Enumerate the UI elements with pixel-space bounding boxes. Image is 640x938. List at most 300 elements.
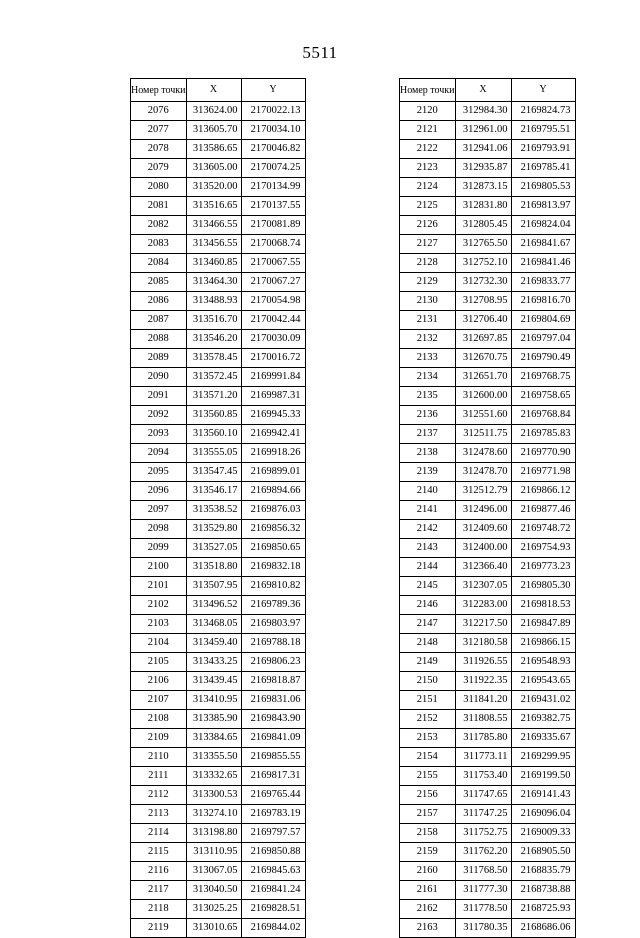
table-row (400, 786, 576, 805)
y-coordinate-cell: 2169548.93 (511, 653, 575, 672)
y-coordinate-cell: 2169991.84 (241, 368, 305, 387)
y-coordinate-cell: 2169765.44 (241, 786, 305, 805)
x-coordinate-cell: 313300.53 (186, 786, 241, 805)
y-coordinate-cell: 2169824.73 (511, 102, 575, 121)
x-coordinate-cell: 312651.70 (455, 368, 511, 387)
x-coordinate-cell: 312512.79 (455, 482, 511, 501)
coordinates-table-right (399, 78, 576, 938)
point-number-cell: 2122 (400, 140, 456, 159)
table-row (400, 330, 576, 349)
point-number-cell: 2084 (131, 254, 187, 273)
point-number-cell: 2089 (131, 349, 187, 368)
table-row (131, 577, 306, 596)
table-row (400, 824, 576, 843)
point-number-cell: 2158 (400, 824, 456, 843)
table-row (131, 292, 306, 311)
table-row (131, 197, 306, 216)
table-row (400, 254, 576, 273)
y-coordinate-cell: 2168835.79 (511, 862, 575, 881)
y-coordinate-cell: 2169009.33 (511, 824, 575, 843)
y-coordinate-cell: 2169866.15 (511, 634, 575, 653)
table-row (400, 349, 576, 368)
table-row (131, 311, 306, 330)
x-coordinate-cell: 312307.05 (455, 577, 511, 596)
x-coordinate-cell: 313518.80 (186, 558, 241, 577)
point-number-cell: 2077 (131, 121, 187, 140)
point-number-cell: 2142 (400, 520, 456, 539)
y-coordinate-cell: 2169790.49 (511, 349, 575, 368)
x-coordinate-cell: 313459.40 (186, 634, 241, 653)
x-coordinate-cell: 311778.50 (455, 900, 511, 919)
point-number-cell: 2111 (131, 767, 187, 786)
table-row (131, 425, 306, 444)
point-number-cell: 2135 (400, 387, 456, 406)
table-row (131, 919, 306, 938)
point-number-cell: 2160 (400, 862, 456, 881)
point-number-cell: 2130 (400, 292, 456, 311)
table-row (131, 444, 306, 463)
point-number-cell: 2105 (131, 653, 187, 672)
x-coordinate-cell: 311922.35 (455, 672, 511, 691)
y-coordinate-cell: 2169768.84 (511, 406, 575, 425)
y-coordinate-cell: 2169841.09 (241, 729, 305, 748)
point-number-cell: 2081 (131, 197, 187, 216)
table-row (400, 691, 576, 710)
table-row (400, 235, 576, 254)
y-coordinate-cell: 2169810.82 (241, 577, 305, 596)
point-number-cell: 2108 (131, 710, 187, 729)
y-coordinate-cell: 2169817.31 (241, 767, 305, 786)
table-row (131, 273, 306, 292)
table-row (131, 330, 306, 349)
header-x: X (186, 79, 241, 102)
point-number-cell: 2127 (400, 235, 456, 254)
x-coordinate-cell: 313040.50 (186, 881, 241, 900)
point-number-cell: 2140 (400, 482, 456, 501)
table-row (400, 919, 576, 938)
table-row (131, 501, 306, 520)
y-coordinate-cell: 2169804.69 (511, 311, 575, 330)
point-number-cell: 2090 (131, 368, 187, 387)
point-number-cell: 2112 (131, 786, 187, 805)
y-coordinate-cell: 2169543.65 (511, 672, 575, 691)
table-row (131, 843, 306, 862)
table-row (400, 710, 576, 729)
y-coordinate-cell: 2170054.98 (241, 292, 305, 311)
table-row (131, 235, 306, 254)
y-coordinate-cell: 2169793.91 (511, 140, 575, 159)
x-coordinate-cell: 313460.85 (186, 254, 241, 273)
y-coordinate-cell: 2169816.70 (511, 292, 575, 311)
x-coordinate-cell: 312941.06 (455, 140, 511, 159)
y-coordinate-cell: 2169856.32 (241, 520, 305, 539)
y-coordinate-cell: 2169431.02 (511, 691, 575, 710)
point-number-cell: 2151 (400, 691, 456, 710)
y-coordinate-cell: 2169758.65 (511, 387, 575, 406)
table-row (131, 672, 306, 691)
point-number-cell: 2153 (400, 729, 456, 748)
point-number-cell: 2083 (131, 235, 187, 254)
x-coordinate-cell: 313488.93 (186, 292, 241, 311)
y-coordinate-cell: 2169877.46 (511, 501, 575, 520)
table-row (400, 140, 576, 159)
point-number-cell: 2099 (131, 539, 187, 558)
y-coordinate-cell: 2169788.18 (241, 634, 305, 653)
table-row (131, 558, 306, 577)
y-coordinate-cell: 2170022.13 (241, 102, 305, 121)
y-coordinate-cell: 2170134.99 (241, 178, 305, 197)
x-coordinate-cell: 313507.95 (186, 577, 241, 596)
point-number-cell: 2096 (131, 482, 187, 501)
header-y: Y (241, 79, 305, 102)
point-number-cell: 2132 (400, 330, 456, 349)
table-row (400, 900, 576, 919)
x-coordinate-cell: 312217.50 (455, 615, 511, 634)
x-coordinate-cell: 313560.10 (186, 425, 241, 444)
point-number-cell: 2161 (400, 881, 456, 900)
x-coordinate-cell: 313516.65 (186, 197, 241, 216)
table-row (400, 729, 576, 748)
y-coordinate-cell: 2169987.31 (241, 387, 305, 406)
table-row (131, 634, 306, 653)
table-row (400, 292, 576, 311)
y-coordinate-cell: 2170067.27 (241, 273, 305, 292)
point-number-cell: 2133 (400, 349, 456, 368)
point-number-cell: 2104 (131, 634, 187, 653)
point-number-cell: 2118 (131, 900, 187, 919)
x-coordinate-cell: 313546.17 (186, 482, 241, 501)
table-row (400, 406, 576, 425)
x-coordinate-cell: 313010.65 (186, 919, 241, 938)
y-coordinate-cell: 2169843.90 (241, 710, 305, 729)
table-row (400, 178, 576, 197)
point-number-cell: 2146 (400, 596, 456, 615)
x-coordinate-cell: 313468.05 (186, 615, 241, 634)
y-coordinate-cell: 2169866.12 (511, 482, 575, 501)
x-coordinate-cell: 312984.30 (455, 102, 511, 121)
x-coordinate-cell: 313520.00 (186, 178, 241, 197)
x-coordinate-cell: 313578.45 (186, 349, 241, 368)
point-number-cell: 2155 (400, 767, 456, 786)
table-row (131, 482, 306, 501)
table-row (131, 368, 306, 387)
point-number-cell: 2147 (400, 615, 456, 634)
table-row (400, 387, 576, 406)
x-coordinate-cell: 313433.25 (186, 653, 241, 672)
point-number-cell: 2101 (131, 577, 187, 596)
point-number-cell: 2138 (400, 444, 456, 463)
table-row (400, 577, 576, 596)
table-row (400, 425, 576, 444)
table-row (131, 748, 306, 767)
y-coordinate-cell: 2170030.09 (241, 330, 305, 349)
x-coordinate-cell: 313624.00 (186, 102, 241, 121)
x-coordinate-cell: 313538.52 (186, 501, 241, 520)
x-coordinate-cell: 311808.55 (455, 710, 511, 729)
y-coordinate-cell: 2169789.36 (241, 596, 305, 615)
table-row (131, 539, 306, 558)
point-number-cell: 2163 (400, 919, 456, 938)
point-number-cell: 2157 (400, 805, 456, 824)
table-row (400, 273, 576, 292)
point-number-cell: 2082 (131, 216, 187, 235)
x-coordinate-cell: 313355.50 (186, 748, 241, 767)
table-row (400, 463, 576, 482)
table-row (400, 444, 576, 463)
y-coordinate-cell: 2170034.10 (241, 121, 305, 140)
point-number-cell: 2079 (131, 159, 187, 178)
point-number-cell: 2094 (131, 444, 187, 463)
point-number-cell: 2107 (131, 691, 187, 710)
table-row (131, 615, 306, 634)
x-coordinate-cell: 313332.65 (186, 767, 241, 786)
point-number-cell: 2124 (400, 178, 456, 197)
y-coordinate-cell: 2170042.44 (241, 311, 305, 330)
point-number-cell: 2129 (400, 273, 456, 292)
x-coordinate-cell: 312366.40 (455, 558, 511, 577)
point-number-cell: 2159 (400, 843, 456, 862)
table-row (131, 387, 306, 406)
point-number-cell: 2131 (400, 311, 456, 330)
y-coordinate-cell: 2169818.87 (241, 672, 305, 691)
x-coordinate-cell: 313385.90 (186, 710, 241, 729)
coordinates-table-left (130, 78, 306, 938)
point-number-cell: 2088 (131, 330, 187, 349)
x-coordinate-cell: 313110.95 (186, 843, 241, 862)
point-number-cell: 2152 (400, 710, 456, 729)
table-row (131, 862, 306, 881)
point-number-cell: 2085 (131, 273, 187, 292)
y-coordinate-cell: 2170137.55 (241, 197, 305, 216)
x-coordinate-cell: 312283.00 (455, 596, 511, 615)
y-coordinate-cell: 2168725.93 (511, 900, 575, 919)
x-coordinate-cell: 311773.11 (455, 748, 511, 767)
table-row (400, 634, 576, 653)
y-coordinate-cell: 2169382.75 (511, 710, 575, 729)
x-coordinate-cell: 313547.45 (186, 463, 241, 482)
point-number-cell: 2093 (131, 425, 187, 444)
point-number-cell: 2128 (400, 254, 456, 273)
x-coordinate-cell: 313605.70 (186, 121, 241, 140)
y-coordinate-cell: 2169785.83 (511, 425, 575, 444)
y-coordinate-cell: 2170046.82 (241, 140, 305, 159)
y-coordinate-cell: 2168738.88 (511, 881, 575, 900)
x-coordinate-cell: 313466.55 (186, 216, 241, 235)
x-coordinate-cell: 312180.58 (455, 634, 511, 653)
point-number-cell: 2115 (131, 843, 187, 862)
x-coordinate-cell: 312831.80 (455, 197, 511, 216)
table-row (400, 558, 576, 577)
y-coordinate-cell: 2169771.98 (511, 463, 575, 482)
point-number-cell: 2098 (131, 520, 187, 539)
x-coordinate-cell: 313067.05 (186, 862, 241, 881)
x-coordinate-cell: 312873.15 (455, 178, 511, 197)
point-number-cell: 2120 (400, 102, 456, 121)
x-coordinate-cell: 311753.40 (455, 767, 511, 786)
table-row (400, 672, 576, 691)
x-coordinate-cell: 312670.75 (455, 349, 511, 368)
x-coordinate-cell: 313198.80 (186, 824, 241, 843)
table-row (400, 102, 576, 121)
table-row (400, 197, 576, 216)
table-header-row (131, 79, 306, 102)
header-y: Y (511, 79, 575, 102)
header-point-number: Номер точки (131, 79, 187, 102)
y-coordinate-cell: 2169785.41 (511, 159, 575, 178)
point-number-cell: 2123 (400, 159, 456, 178)
point-number-cell: 2092 (131, 406, 187, 425)
point-number-cell: 2080 (131, 178, 187, 197)
point-number-cell: 2106 (131, 672, 187, 691)
x-coordinate-cell: 311785.80 (455, 729, 511, 748)
point-number-cell: 2076 (131, 102, 187, 121)
table-row (131, 349, 306, 368)
x-coordinate-cell: 311768.50 (455, 862, 511, 881)
point-number-cell: 2148 (400, 634, 456, 653)
point-number-cell: 2086 (131, 292, 187, 311)
y-coordinate-cell: 2169942.41 (241, 425, 305, 444)
point-number-cell: 2091 (131, 387, 187, 406)
y-coordinate-cell: 2169894.66 (241, 482, 305, 501)
y-coordinate-cell: 2169899.01 (241, 463, 305, 482)
x-coordinate-cell: 312400.00 (455, 539, 511, 558)
y-coordinate-cell: 2170068.74 (241, 235, 305, 254)
point-number-cell: 2113 (131, 805, 187, 824)
x-coordinate-cell: 313586.65 (186, 140, 241, 159)
y-coordinate-cell: 2169918.26 (241, 444, 305, 463)
table-row (131, 159, 306, 178)
x-coordinate-cell: 313274.10 (186, 805, 241, 824)
y-coordinate-cell: 2169199.50 (511, 767, 575, 786)
x-coordinate-cell: 313571.20 (186, 387, 241, 406)
table-row (131, 805, 306, 824)
x-coordinate-cell: 312478.70 (455, 463, 511, 482)
y-coordinate-cell: 2169845.63 (241, 862, 305, 881)
table-row (131, 463, 306, 482)
y-coordinate-cell: 2169833.77 (511, 273, 575, 292)
x-coordinate-cell: 312697.85 (455, 330, 511, 349)
point-number-cell: 2149 (400, 653, 456, 672)
table-row (131, 102, 306, 121)
y-coordinate-cell: 2169850.88 (241, 843, 305, 862)
point-number-cell: 2087 (131, 311, 187, 330)
y-coordinate-cell: 2169141.43 (511, 786, 575, 805)
y-coordinate-cell: 2169805.30 (511, 577, 575, 596)
table-row (131, 729, 306, 748)
point-number-cell: 2102 (131, 596, 187, 615)
x-coordinate-cell: 313527.05 (186, 539, 241, 558)
x-coordinate-cell: 313456.55 (186, 235, 241, 254)
x-coordinate-cell: 311841.20 (455, 691, 511, 710)
header-point-number: Номер точки (400, 79, 456, 102)
table-row (131, 121, 306, 140)
x-coordinate-cell: 312732.30 (455, 273, 511, 292)
point-number-cell: 2097 (131, 501, 187, 520)
table-row (400, 520, 576, 539)
table-row (131, 900, 306, 919)
y-coordinate-cell: 2168686.06 (511, 919, 575, 938)
table-row (131, 824, 306, 843)
x-coordinate-cell: 313605.00 (186, 159, 241, 178)
y-coordinate-cell: 2170016.72 (241, 349, 305, 368)
x-coordinate-cell: 312708.95 (455, 292, 511, 311)
point-number-cell: 2117 (131, 881, 187, 900)
table-row (131, 691, 306, 710)
y-coordinate-cell: 2170081.89 (241, 216, 305, 235)
point-number-cell: 2078 (131, 140, 187, 159)
table-header-row (400, 79, 576, 102)
y-coordinate-cell: 2169795.51 (511, 121, 575, 140)
point-number-cell: 2110 (131, 748, 187, 767)
y-coordinate-cell: 2169797.57 (241, 824, 305, 843)
y-coordinate-cell: 2169841.67 (511, 235, 575, 254)
y-coordinate-cell: 2168905.50 (511, 843, 575, 862)
x-coordinate-cell: 313529.80 (186, 520, 241, 539)
table-row (131, 767, 306, 786)
point-number-cell: 2141 (400, 501, 456, 520)
table-row (400, 862, 576, 881)
point-number-cell: 2119 (131, 919, 187, 938)
x-coordinate-cell: 312496.00 (455, 501, 511, 520)
y-coordinate-cell: 2169844.02 (241, 919, 305, 938)
point-number-cell: 2137 (400, 425, 456, 444)
y-coordinate-cell: 2169876.03 (241, 501, 305, 520)
y-coordinate-cell: 2169773.23 (511, 558, 575, 577)
point-number-cell: 2126 (400, 216, 456, 235)
x-coordinate-cell: 313555.05 (186, 444, 241, 463)
table-row (131, 520, 306, 539)
x-coordinate-cell: 311747.65 (455, 786, 511, 805)
x-coordinate-cell: 313572.45 (186, 368, 241, 387)
point-number-cell: 2125 (400, 197, 456, 216)
y-coordinate-cell: 2169806.23 (241, 653, 305, 672)
point-number-cell: 2154 (400, 748, 456, 767)
table-row (400, 539, 576, 558)
table-row (400, 615, 576, 634)
x-coordinate-cell: 313546.20 (186, 330, 241, 349)
table-row (400, 767, 576, 786)
y-coordinate-cell: 2170074.25 (241, 159, 305, 178)
y-coordinate-cell: 2169768.75 (511, 368, 575, 387)
page-number: 5511 (302, 43, 338, 62)
x-coordinate-cell: 313025.25 (186, 900, 241, 919)
point-number-cell: 2144 (400, 558, 456, 577)
table-row (131, 881, 306, 900)
x-coordinate-cell: 312511.75 (455, 425, 511, 444)
y-coordinate-cell: 2169797.04 (511, 330, 575, 349)
point-number-cell: 2139 (400, 463, 456, 482)
y-coordinate-cell: 2169841.46 (511, 254, 575, 273)
y-coordinate-cell: 2169847.89 (511, 615, 575, 634)
x-coordinate-cell: 313439.45 (186, 672, 241, 691)
point-number-cell: 2116 (131, 862, 187, 881)
y-coordinate-cell: 2169831.06 (241, 691, 305, 710)
table-row (400, 748, 576, 767)
y-coordinate-cell: 2169828.51 (241, 900, 305, 919)
table-row (131, 254, 306, 273)
table-row (400, 501, 576, 520)
x-coordinate-cell: 311747.25 (455, 805, 511, 824)
table-row (400, 805, 576, 824)
table-row (400, 121, 576, 140)
x-coordinate-cell: 311780.35 (455, 919, 511, 938)
table-row (400, 653, 576, 672)
y-coordinate-cell: 2169770.90 (511, 444, 575, 463)
x-coordinate-cell: 311777.30 (455, 881, 511, 900)
table-row (400, 159, 576, 178)
x-coordinate-cell: 312706.40 (455, 311, 511, 330)
table-row (131, 786, 306, 805)
